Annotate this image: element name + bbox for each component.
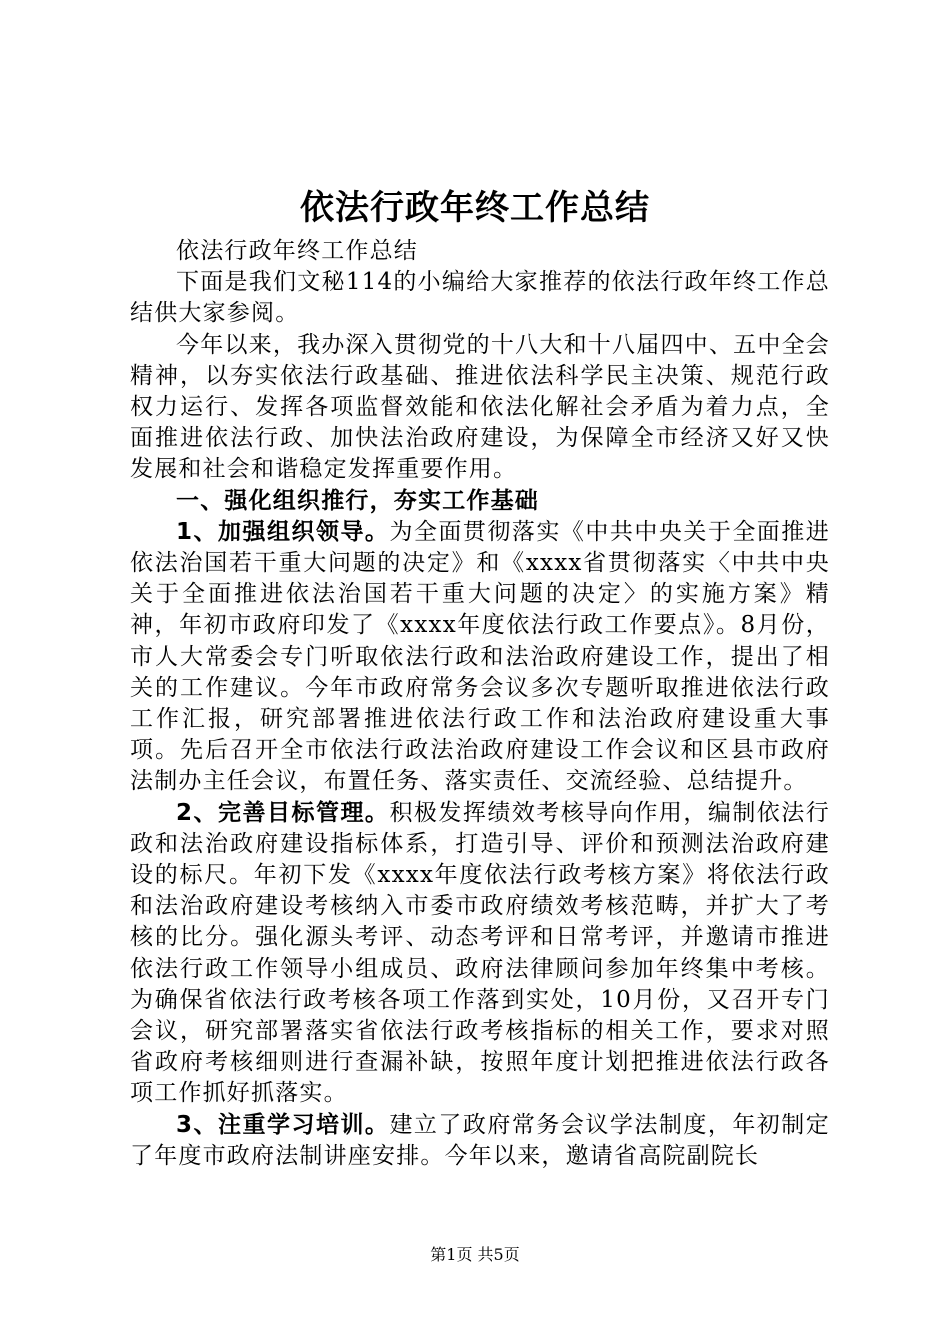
document-body [130,236,830,1172]
paragraph-text: 下面是我们文秘114的小编给大家推荐的依法行政年终工作总结供大家参阅。 [130,269,830,327]
paragraph-item-1 [130,517,830,798]
paragraph-overview [130,330,830,486]
paragraph-text: 为全面贯彻落实《中共中央关于全面推进依法治国若干重大问题的决定》和《xxxx省贯彻落实〈中共中央关于全面推进依法治国若干重大问题的决定〉的实施方案》精神，年初市政府印发了《xxxx年度依法行政工作要点》。8月份，市人大常委会专门听取依法行政和法治政府建设工作，提出了相关的工作建议。今年市政府常务会议多次专题听取推进依法行政工作汇报，研究部署推进依法行政工作和法治政府建设重大事项。先后召开全市依法行政法治政府建设工作会议和区县市政府法制办主任会议，布置任务、落实责任、交流经验、总结提升。 [130,518,830,795]
paragraph-text: 今年以来，我办深入贯彻党的十八大和十八届四中、五中全会精神，以夯实依法行政基础、推进依法科学民主决策、规范行政权力运行、发挥各项监督效能和依法化解社会矛盾为着力点，全面推进依法行政、加快法治政府建设，为保障全市经济又好又快发展和社会和谐稳定发挥重要作用。 [130,331,830,483]
paragraph-intro [130,267,830,329]
item-lead: 2、完善目标管理。 [176,799,390,826]
item-lead: 1、加强组织领导。 [176,518,390,545]
paragraph-item-3 [130,1110,830,1172]
paragraph-text: 依法行政年终工作总结 [176,238,418,264]
paragraph-subtitle [130,236,830,267]
paragraph-item-2 [130,798,830,1110]
document-title: 依法行政年终工作总结 [300,188,650,228]
item-lead: 3、注重学习培训。 [176,1111,390,1138]
paragraph-text: 建立了政府常务会议学法制度，年初制定了年度市政府法制讲座安排。今年以来，邀请省高院副院长 [130,1111,830,1169]
section-heading-1 [130,486,830,517]
page-footer: 第1页 共5页 [430,1245,520,1264]
section-heading-text: 一、强化组织推行，夯实工作基础 [176,487,539,514]
paragraph-text: 积极发挥绩效考核导向作用，编制依法行政和法治政府建设指标体系，打造引导、评价和预测法治政府建设的标尺。年初下发《xxxx年度依法行政考核方案》将依法行政和法治政府建设考核纳入市委市政府绩效考核范畴，并扩大了考核的比分。强化源头考评、动态考评和日常考评，并邀请市推进依法行政工作领导小组成员、政府法律顾问参加年终集中考核。为确保省依法行政考核各项工作落到实处，10月份，又召开专门会议，研究部署落实省依法行政考核指标的相关工作，要求对照省政府考核细则进行查漏补缺，按照年度计划把推进依法行政各项工作抓好抓落实。 [130,799,830,1107]
